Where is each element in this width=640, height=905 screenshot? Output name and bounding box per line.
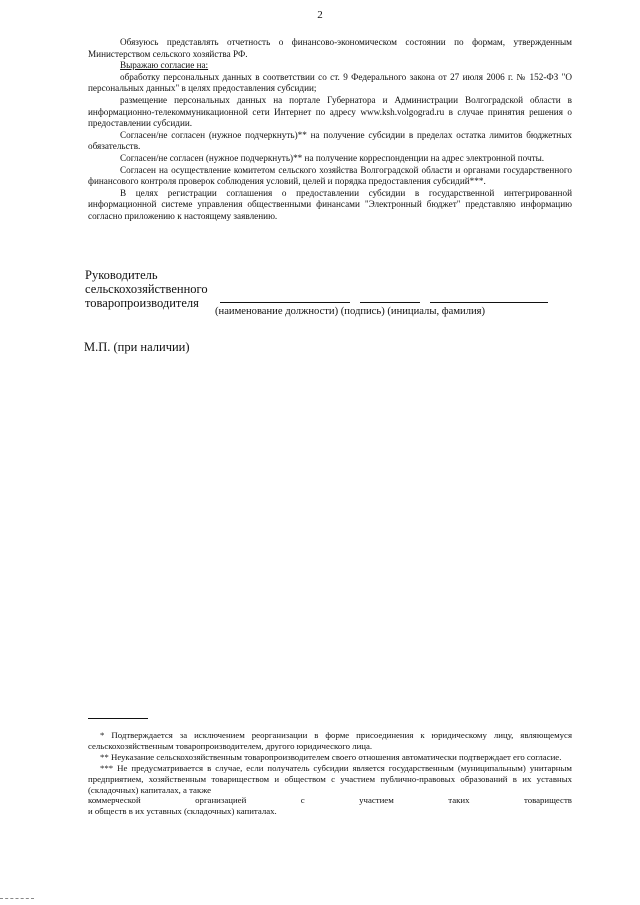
- footnote-3: *** Не предусматривается в случае, если получатель субсидии является государственным (муниципальным) унитарным предприятием, хозяйственным товариществом и обществом с участием публично-правовых образований в их уставных (складочных) капиталах, а также: [88, 762, 572, 795]
- electronic-budget-paragraph: В целях регистрации соглашения о предоставлении субсидии в государственной интегрированной информационной системе управления общественными финансами "Электронный бюджет" представляю информацию согласно приложению к настоящему заявлению.: [88, 187, 572, 221]
- personal-data-processing-paragraph: обработку персональных данных в соответствии со ст. 9 Федерального закона от 27 июля 2006 г. № 152-ФЗ "О персональных данных" в целях предоставления субсидии;: [88, 71, 572, 94]
- stamp-placeholder: М.П. (при наличии): [84, 340, 190, 354]
- footnote-3-word: таких: [448, 795, 470, 806]
- footnotes: [88, 730, 572, 817]
- signatory-line-1: Руководитель: [85, 268, 158, 282]
- footnote-separator: [88, 718, 148, 719]
- footnote-2: ** Неуказание сельскохозяйственным товаропроизводителем своего отношения автоматически подтверждает его согласие.: [100, 751, 562, 762]
- budget-limit-consent-paragraph: Согласен/не согласен (нужное подчеркнуть)** на получение субсидии в пределах остатка лимитов бюджетных обязательств.: [88, 129, 572, 152]
- body-text: [88, 37, 572, 223]
- signatory-line-3: товаропроизводителя: [85, 296, 199, 310]
- consent-heading: [88, 60, 572, 72]
- footnote-3-word: с: [300, 795, 305, 806]
- page-edge-mark: [0, 898, 34, 899]
- personal-data-publication-paragraph: размещение персональных данных на портале Губернатора и Администрации Волгоградской области в информационно-телекоммуникационной сети Интернет по адресу www.ksh.volgograd.ru в случае принятия решения о предоставлении субсидии.: [88, 94, 572, 129]
- footnote-1: * Подтверждается за исключением реорганизации в форме присоединения к юридическому лицу, являющемуся сельскохозяйственным товаропроизводителем, другого юридического лица.: [88, 730, 572, 751]
- footnote-3-word: коммерческой: [88, 795, 141, 806]
- page-number: 2: [317, 9, 323, 21]
- signature-caption: (наименование должности) (подпись) (инициалы, фамилия): [215, 306, 486, 317]
- position-line: [220, 302, 350, 303]
- signatory-title: [85, 268, 208, 310]
- reporting-obligation-paragraph: Обязуюсь представлять отчетность о финансово-экономическом состоянии по формам, утвержденным Министерством сельского хозяйства РФ.: [88, 37, 572, 59]
- signatory-line-2: сельскохозяйственного: [85, 282, 208, 296]
- footnote-3-end: и обществ в их уставных (складочных) капиталах.: [88, 806, 277, 817]
- footnote-3-spread-line: [88, 795, 572, 806]
- signature-line: [360, 302, 420, 303]
- consent-heading-text: Выражаю согласие на:: [120, 60, 209, 71]
- name-line: [430, 302, 548, 303]
- email-consent-paragraph: Согласен/не согласен (нужное подчеркнуть)** на получение корреспонденции на адрес электронной почты.: [120, 152, 545, 163]
- inspection-consent-paragraph: Согласен на осуществление комитетом сельского хозяйства Волгоградской области и органами государственного финансового контроля проверок соблюдения условий, целей и порядка предоставления субсидий***.: [88, 164, 572, 187]
- footnote-3-word: участием: [359, 795, 394, 806]
- footnote-3-word: товариществ: [523, 795, 572, 806]
- footnote-3-word: организацией: [195, 795, 247, 806]
